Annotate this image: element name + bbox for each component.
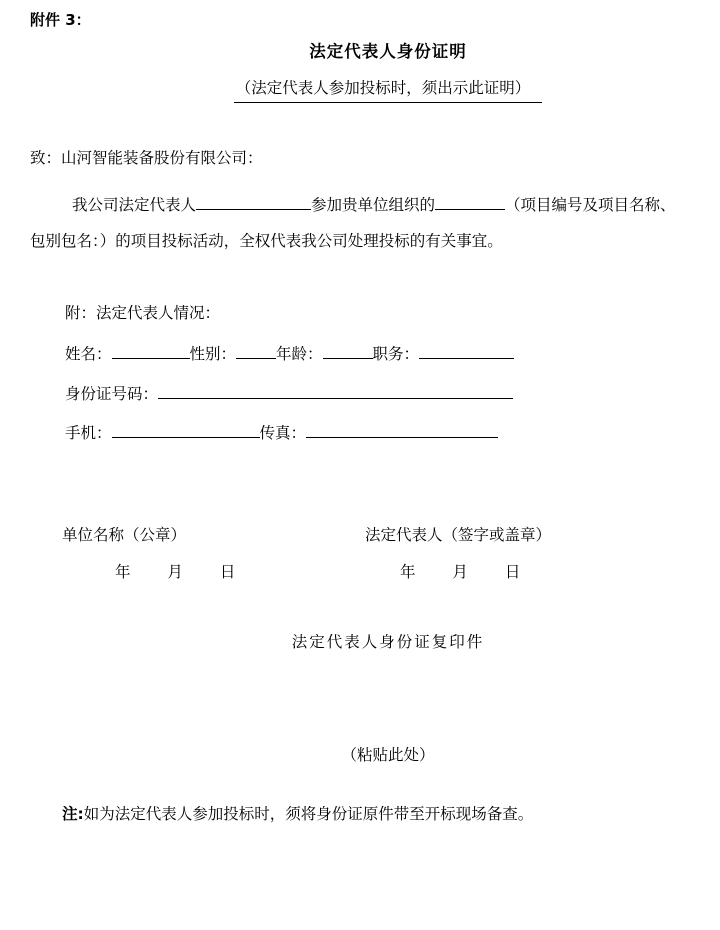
- footer-note: [62, 804, 533, 824]
- rep-info-row-name: [65, 343, 514, 364]
- id-copy-section-title: 法定代表人身份证复印件: [291, 633, 485, 651]
- project-number-blank: [435, 194, 505, 210]
- fax-blank: [306, 422, 498, 438]
- age-label: 年龄：: [276, 345, 323, 363]
- legal-rep-name-blank: [196, 194, 311, 210]
- position-blank: [419, 343, 514, 359]
- position-label: 职务：: [372, 345, 420, 363]
- body-text-segment: 我公司法定代表人: [72, 196, 197, 214]
- rep-info-row-id: [65, 383, 513, 404]
- mobile-blank: [112, 422, 260, 438]
- document-title: 法定代表人身份证明: [309, 42, 467, 61]
- rep-info-heading: 附：法定代表人情况：: [65, 304, 221, 322]
- name-blank: [112, 343, 190, 359]
- body-paragraph-line-1: [30, 194, 676, 215]
- document-subtitle: [58, 78, 718, 103]
- note-text: 如为法定代表人参加投标时，须将身份证原件带至开标现场备查。: [83, 805, 534, 823]
- id-number-blank: [158, 383, 513, 399]
- attachment-label: 附件 3：: [30, 11, 91, 29]
- id-number-label: 身份证号码：: [65, 385, 159, 403]
- mobile-label: 手机：: [65, 424, 112, 442]
- date-line-right: 年 月 日: [400, 563, 521, 581]
- subtitle-underlined-text: （法定代表人参加投标时，须出示此证明）: [234, 78, 543, 103]
- company-name-seal-label: 单位名称（公章）: [62, 526, 187, 544]
- paste-here-placeholder: （粘贴此处）: [341, 746, 435, 764]
- date-line-left: 年 月 日: [115, 563, 236, 581]
- age-blank: [323, 343, 373, 359]
- note-label: 注:: [62, 805, 84, 823]
- legal-rep-signature-label: 法定代表人（签字或盖章）: [365, 526, 552, 544]
- body-paragraph-line-2: 包别包名：）的项目投标活动，全权代表我公司处理投标的有关事宜。: [30, 232, 503, 250]
- addressee-line: 致：山河智能装备股份有限公司：: [30, 149, 263, 167]
- gender-blank: [236, 343, 276, 359]
- body-text-segment: 参加贵单位组织的: [311, 196, 436, 214]
- body-text-segment: （项目编号及项目名称、: [505, 196, 676, 214]
- gender-label: 性别：: [189, 345, 237, 363]
- name-label: 姓名：: [65, 345, 112, 363]
- fax-label: 传真：: [259, 424, 307, 442]
- rep-info-row-phone: [65, 422, 498, 443]
